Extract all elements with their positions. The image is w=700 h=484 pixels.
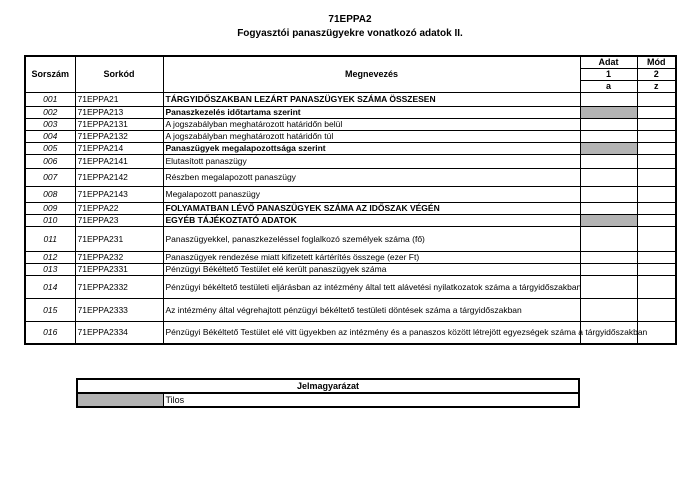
legend-label: Tilos — [163, 393, 579, 407]
row-label: Panaszügyek megalapozottsága szerint — [163, 142, 580, 154]
col-header-sorszam: Sorszám — [25, 56, 75, 92]
adat-cell[interactable] — [580, 263, 637, 275]
adat-cell[interactable] — [580, 226, 637, 251]
mod-cell[interactable] — [637, 92, 676, 106]
row-number: 004 — [25, 130, 75, 142]
row-label: FOLYAMATBAN LÉVŐ PANASZÜGYEK SZÁMA AZ IDŐSZAK VÉGÉN — [163, 202, 580, 214]
adat-cell[interactable] — [580, 251, 637, 263]
mod-cell[interactable] — [637, 298, 676, 321]
table-row — [25, 226, 676, 251]
table-row — [25, 298, 676, 321]
row-code: 71EPPA2131 — [75, 118, 163, 130]
row-label: EGYÉB TÁJÉKOZTATÓ ADATOK — [163, 214, 580, 226]
table-row — [25, 263, 676, 275]
adat-cell[interactable] — [580, 186, 637, 202]
table-row — [25, 92, 676, 106]
row-code: 71EPPA2331 — [75, 263, 163, 275]
table-row — [25, 130, 676, 142]
row-label: Elutasított panaszügy — [163, 154, 580, 168]
mod-cell[interactable] — [637, 275, 676, 298]
adat-cell[interactable] — [580, 202, 637, 214]
row-label: Pénzügyi békéltető testületi eljárásban az intézmény által tett alávetési nyilatkozatok száma a tárgyidőszakban — [163, 275, 580, 298]
row-code: 71EPPA2141 — [75, 154, 163, 168]
form-code: 71EPPA2 — [328, 14, 372, 25]
forbidden-cell — [580, 106, 637, 118]
mod-cell[interactable] — [637, 263, 676, 275]
row-label: Megalapozott panaszügy — [163, 186, 580, 202]
form-title: Fogyasztói panaszügyekre vonatkozó adatok II. — [237, 28, 463, 39]
legend-table — [76, 378, 580, 408]
adat-cell[interactable] — [580, 92, 637, 106]
row-number: 009 — [25, 202, 75, 214]
adat-cell[interactable] — [580, 130, 637, 142]
row-code: 71EPPA232 — [75, 251, 163, 263]
row-label: Panaszügyek rendezése miatt kifizetett kártérítés összege (ezer Ft) — [163, 251, 580, 263]
adat-cell[interactable] — [580, 298, 637, 321]
table-row — [25, 186, 676, 202]
row-code: 71EPPA21 — [75, 92, 163, 106]
row-number: 016 — [25, 321, 75, 344]
row-number: 002 — [25, 106, 75, 118]
row-code: 71EPPA231 — [75, 226, 163, 251]
col-header-adat-letter: a — [580, 80, 637, 92]
col-header-mod-num: 2 — [637, 68, 676, 80]
row-code: 71EPPA2132 — [75, 130, 163, 142]
row-code: 71EPPA2333 — [75, 298, 163, 321]
row-number: 007 — [25, 168, 75, 186]
table-row — [25, 275, 676, 298]
table-row — [25, 118, 676, 130]
table-row — [25, 106, 676, 118]
row-number: 001 — [25, 92, 75, 106]
col-header-megnevezes: Megnevezés — [163, 56, 580, 92]
row-number: 014 — [25, 275, 75, 298]
mod-cell[interactable] — [637, 186, 676, 202]
row-label: A jogszabályban meghatározott határidőn belül — [163, 118, 580, 130]
data-table — [24, 55, 677, 345]
row-label: Panaszügyekkel, panaszkezeléssel foglalkozó személyek száma (fő) — [163, 226, 580, 251]
row-number: 008 — [25, 186, 75, 202]
mod-cell[interactable] — [637, 130, 676, 142]
forbidden-cell — [580, 214, 637, 226]
legend-swatch — [77, 393, 163, 407]
row-label: Pénzügyi Békéltető Testület elé került panaszügyek száma — [163, 263, 580, 275]
mod-cell[interactable] — [637, 106, 676, 118]
mod-cell[interactable] — [637, 142, 676, 154]
table-row — [25, 168, 676, 186]
row-label: Az intézmény által végrehajtott pénzügyi békéltető testületi döntések száma a tárgyidőszakban — [163, 298, 580, 321]
mod-cell[interactable] — [637, 118, 676, 130]
row-number: 011 — [25, 226, 75, 251]
row-number: 012 — [25, 251, 75, 263]
legend-title: Jelmagyarázat — [77, 379, 579, 393]
row-code: 71EPPA2334 — [75, 321, 163, 344]
row-label: Pénzügyi Békéltető Testület elé vitt ügyekben az intézmény és a panaszos között létrejött egyezségek száma a tárgyidőszakban — [163, 321, 580, 344]
table-row — [25, 214, 676, 226]
mod-cell[interactable] — [637, 168, 676, 186]
mod-cell[interactable] — [637, 202, 676, 214]
row-label: Panaszkezelés időtartama szerint — [163, 106, 580, 118]
row-number: 015 — [25, 298, 75, 321]
row-code: 71EPPA23 — [75, 214, 163, 226]
table-row — [25, 202, 676, 214]
row-code: 71EPPA214 — [75, 142, 163, 154]
mod-cell[interactable] — [637, 214, 676, 226]
row-number: 006 — [25, 154, 75, 168]
row-number: 010 — [25, 214, 75, 226]
col-header-mod-letter: z — [637, 80, 676, 92]
table-row — [25, 142, 676, 154]
row-label: TÁRGYIDŐSZAKBAN LEZÁRT PANASZÜGYEK SZÁMA ÖSSZESEN — [163, 92, 580, 106]
col-header-mod: Mód — [637, 56, 676, 68]
row-code: 71EPPA2332 — [75, 275, 163, 298]
table-row — [25, 154, 676, 168]
forbidden-cell — [580, 142, 637, 154]
adat-cell[interactable] — [580, 118, 637, 130]
mod-cell[interactable] — [637, 226, 676, 251]
row-code: 71EPPA213 — [75, 106, 163, 118]
table-row — [25, 321, 676, 344]
row-code: 71EPPA2143 — [75, 186, 163, 202]
adat-cell[interactable] — [580, 275, 637, 298]
adat-cell[interactable] — [580, 154, 637, 168]
col-header-sorkod: Sorkód — [75, 56, 163, 92]
table-row — [25, 251, 676, 263]
row-code: 71EPPA2142 — [75, 168, 163, 186]
row-number: 013 — [25, 263, 75, 275]
col-header-adat-num: 1 — [580, 68, 637, 80]
row-label: A jogszabályban meghatározott határidőn túl — [163, 130, 580, 142]
row-label: Részben megalapozott panaszügy — [163, 168, 580, 186]
row-number: 005 — [25, 142, 75, 154]
col-header-adat: Adat — [580, 56, 637, 68]
mod-cell[interactable] — [637, 154, 676, 168]
row-number: 003 — [25, 118, 75, 130]
adat-cell[interactable] — [580, 168, 637, 186]
mod-cell[interactable] — [637, 251, 676, 263]
row-code: 71EPPA22 — [75, 202, 163, 214]
